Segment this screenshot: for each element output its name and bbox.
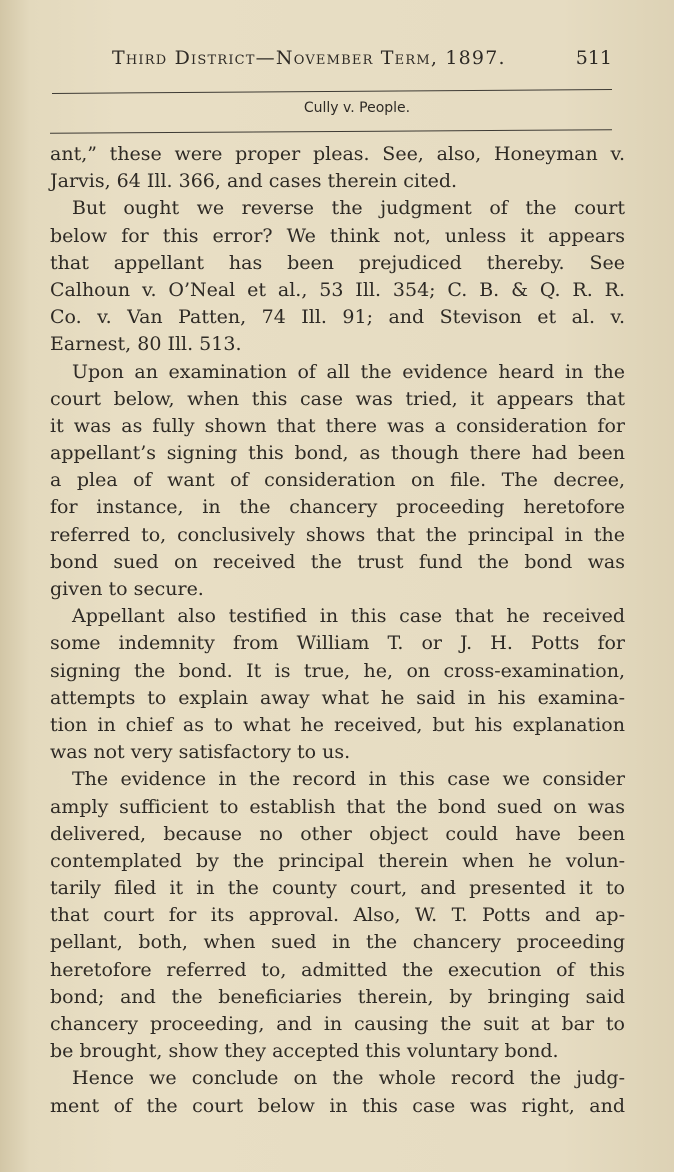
- text-line: Earnest, 80 Ill. 513.: [50, 333, 242, 356]
- text-line: delivered, because no other object could have been: [50, 822, 625, 845]
- page-header: [112, 47, 612, 79]
- text-line: The evidence in the record in this case we consider: [72, 768, 625, 791]
- text-line: tarily filed it in the county court, and presented it to: [50, 877, 625, 900]
- text-line: ment of the court below in this case was right, and: [50, 1094, 625, 1117]
- text-line: it was as fully shown that there was a consideration for: [50, 414, 625, 437]
- text-line: But ought we reverse the judgment of the court: [72, 197, 625, 220]
- text-line: bond sued on received the trust fund the bond was: [50, 550, 625, 573]
- running-head: Third District—November Term, 1897.: [112, 47, 506, 69]
- text-line: that appellant has been prejudiced thereby. See: [50, 251, 625, 274]
- text-line: court below, when this case was tried, it appears that: [50, 387, 625, 410]
- text-line: signing the bond. It is true, he, on cross-examination,: [50, 659, 625, 682]
- case-title: Cully v. People.: [303, 100, 411, 116]
- title-rule: [50, 129, 612, 133]
- text-line: Appellant also testified in this case that he received: [72, 605, 625, 628]
- text-line: pellant, both, when sued in the chancery proceeding: [50, 931, 625, 954]
- text-line: heretofore referred to, admitted the execution of this: [50, 958, 625, 981]
- body-text: [50, 141, 625, 1120]
- text-line: below for this error? We think not, unless it appears: [50, 224, 625, 247]
- text-line: be brought, show they accepted this voluntary bond.: [50, 1040, 559, 1063]
- text-line: was not very satisfactory to us.: [50, 741, 351, 764]
- text-line: a plea of want of consideration on file. The decree,: [50, 469, 625, 492]
- text-line: Jarvis, 64 Ill. 366, and cases therein cited.: [50, 170, 458, 193]
- header-rule: [52, 89, 612, 94]
- text-line: referred to, conclusively shows that the principal in the: [50, 523, 625, 546]
- text-line: some indemnity from William T. or J. H. Potts for: [50, 632, 625, 655]
- page-number: 511: [575, 47, 612, 69]
- text-line: Co. v. Van Patten, 74 Ill. 91; and Stevison et al. v.: [50, 306, 625, 329]
- text-line: that court for its approval. Also, W. T. Potts and ap-: [50, 904, 625, 927]
- text-line: attempts to explain away what he said in his examina-: [50, 686, 625, 709]
- text-line: amply sufficient to establish that the bond sued on was: [50, 795, 625, 818]
- text-line: Calhoun v. O’Neal et al., 53 Ill. 354; C. B. & Q. R. R.: [50, 278, 625, 301]
- text-line: tion in chief as to what he received, but his explanation: [50, 713, 625, 736]
- text-line: Hence we conclude on the whole record the judg-: [72, 1067, 625, 1090]
- text-line: bond; and the beneficiaries therein, by bringing said: [50, 985, 625, 1008]
- text-line: for instance, in the chancery proceeding heretofore: [50, 496, 625, 519]
- text-line: contemplated by the principal therein when he volun-: [50, 849, 625, 872]
- text-line: appellant’s signing this bond, as though there had been: [50, 442, 625, 465]
- text-line: Upon an examination of all the evidence heard in the: [72, 360, 625, 383]
- text-line: given to secure.: [50, 578, 204, 600]
- text-line: ant,” these were proper pleas. See, also, Honeyman v.: [50, 143, 625, 165]
- text-line: chancery proceeding, and in causing the suit at bar to: [50, 1013, 625, 1035]
